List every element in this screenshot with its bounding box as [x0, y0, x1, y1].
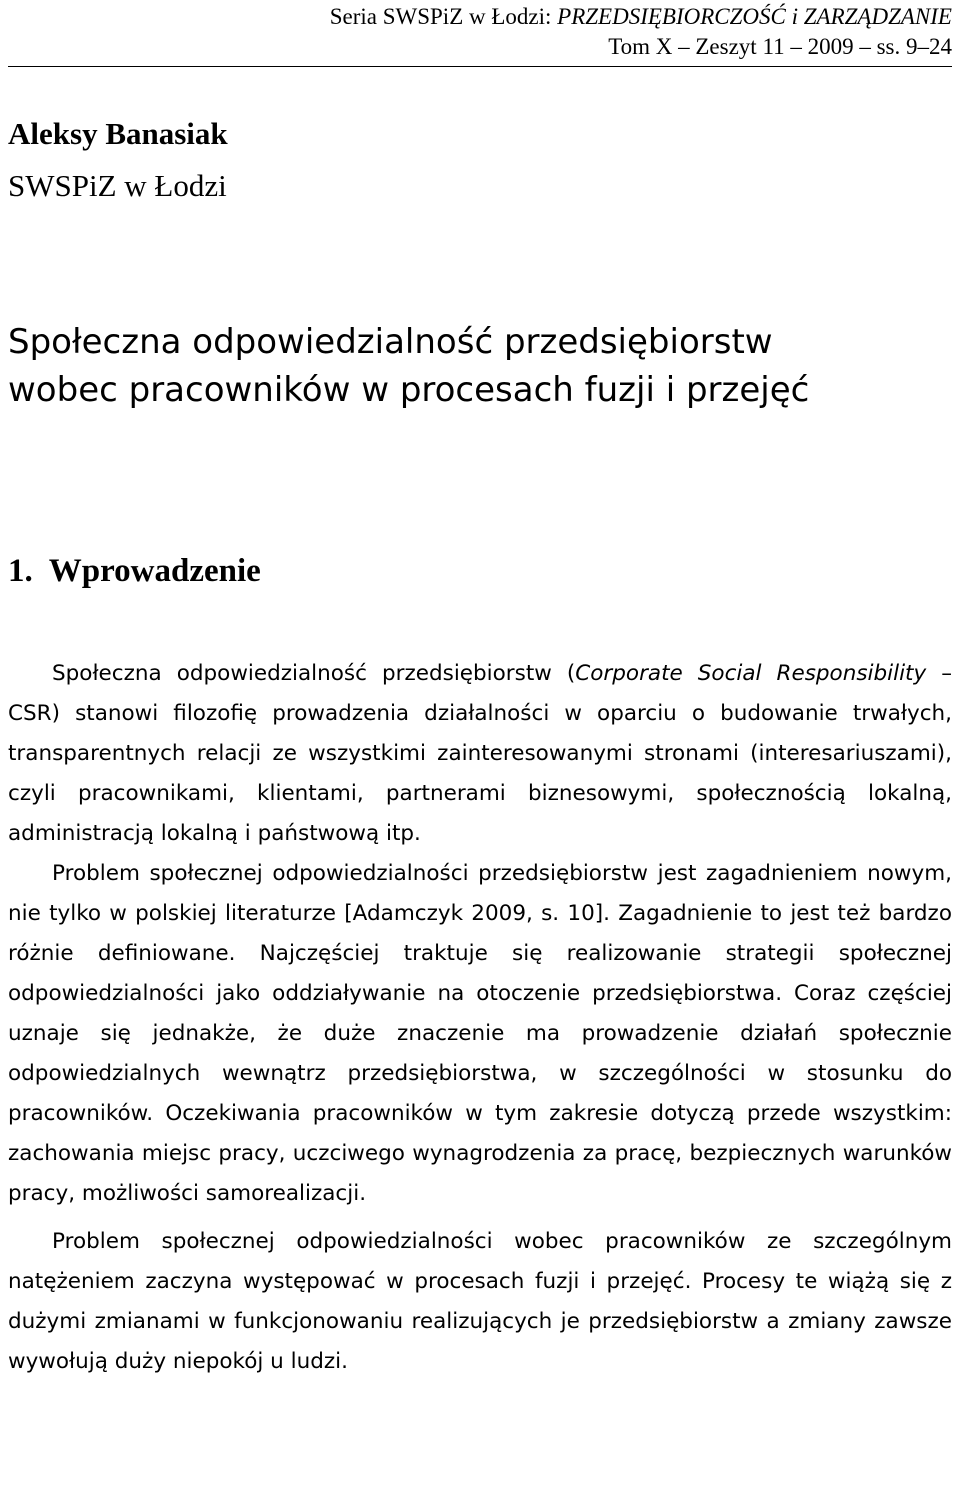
article-title	[8, 318, 948, 414]
paragraph-2: Problem społecznej odpowiedzialności przedsiębiorstw jest zagadnieniem nowym, nie tylko w polskiej literaturze [Adamczyk 2009, s. 10]. Zagadnienie to jest też bardzo różnie definiowane. Najczęściej traktuje się realizowanie strategii społecznej odpowiedzialności jako oddziaływanie na otoczenie przedsiębiorstwa. Coraz częściej uznaje się jednakże, że duże znaczenie ma prowadzenie działań społecznie odpowiedzialnych wewnątrz przedsiębiorstwa, w szczególności w stosunku do pracowników. Oczekiwania pracowników w tym zakresie dotyczą przede wszystkim: zachowania miejsc pracy, uczciwego wynagrodzenia za pracę, bezpiecznych warunków pracy, możliwości samorealizacji.	[8, 861, 952, 1206]
title-line-2: wobec pracowników w procesach fuzji i przejęć	[8, 370, 810, 410]
journal-name: PRZEDSIĘBIORCZOŚĆ i ZARZĄDZANIE	[557, 4, 952, 29]
section-number: 1.	[8, 553, 33, 589]
section-heading	[8, 553, 261, 590]
section-title: Wprowadzenie	[48, 553, 261, 589]
article-body	[8, 654, 952, 1382]
paragraph-1-start: Społeczna odpowiedzialność przedsiębiorstw (	[52, 661, 576, 686]
paragraph-1	[8, 654, 952, 854]
paragraph-1-term: Corporate Social Responsibility	[575, 661, 927, 686]
author-affiliation: SWSPiZ w Łodzi	[8, 168, 227, 203]
header-rule	[8, 66, 952, 67]
series-prefix: Seria SWSPiZ w Łodzi:	[329, 4, 558, 29]
title-line-1: Społeczna odpowiedzialność przedsiębiorstw	[8, 322, 773, 362]
author-name: Aleksy Banasiak	[8, 116, 228, 151]
running-header	[0, 0, 960, 70]
paragraph-1-rest: – CSR) stanowi filozofię prowadzenia działalności w oparciu o budowanie trwałych, transparentnych relacji ze wszystkimi zainteresowanymi stronami (interesariuszami), czyli pracownikami, klientami, partnerami biznesowymi, społecznością lokalną, administracją lokalną i państwową itp.	[8, 661, 952, 846]
series-line	[330, 4, 952, 30]
paragraph-3: Problem społecznej odpowiedzialności wobec pracowników ze szczególnym natężeniem zaczyna występować w procesach fuzji i przejęć. Procesy te wiążą się z dużymi zmianami w funkcjonowaniu realizujących je przedsiębiorstw a zmiany zawsze wywołują duży niepokój u ludzi.	[8, 1229, 952, 1374]
volume-info: Tom X – Zeszyt 11 – 2009 – ss. 9–24	[608, 34, 952, 59]
